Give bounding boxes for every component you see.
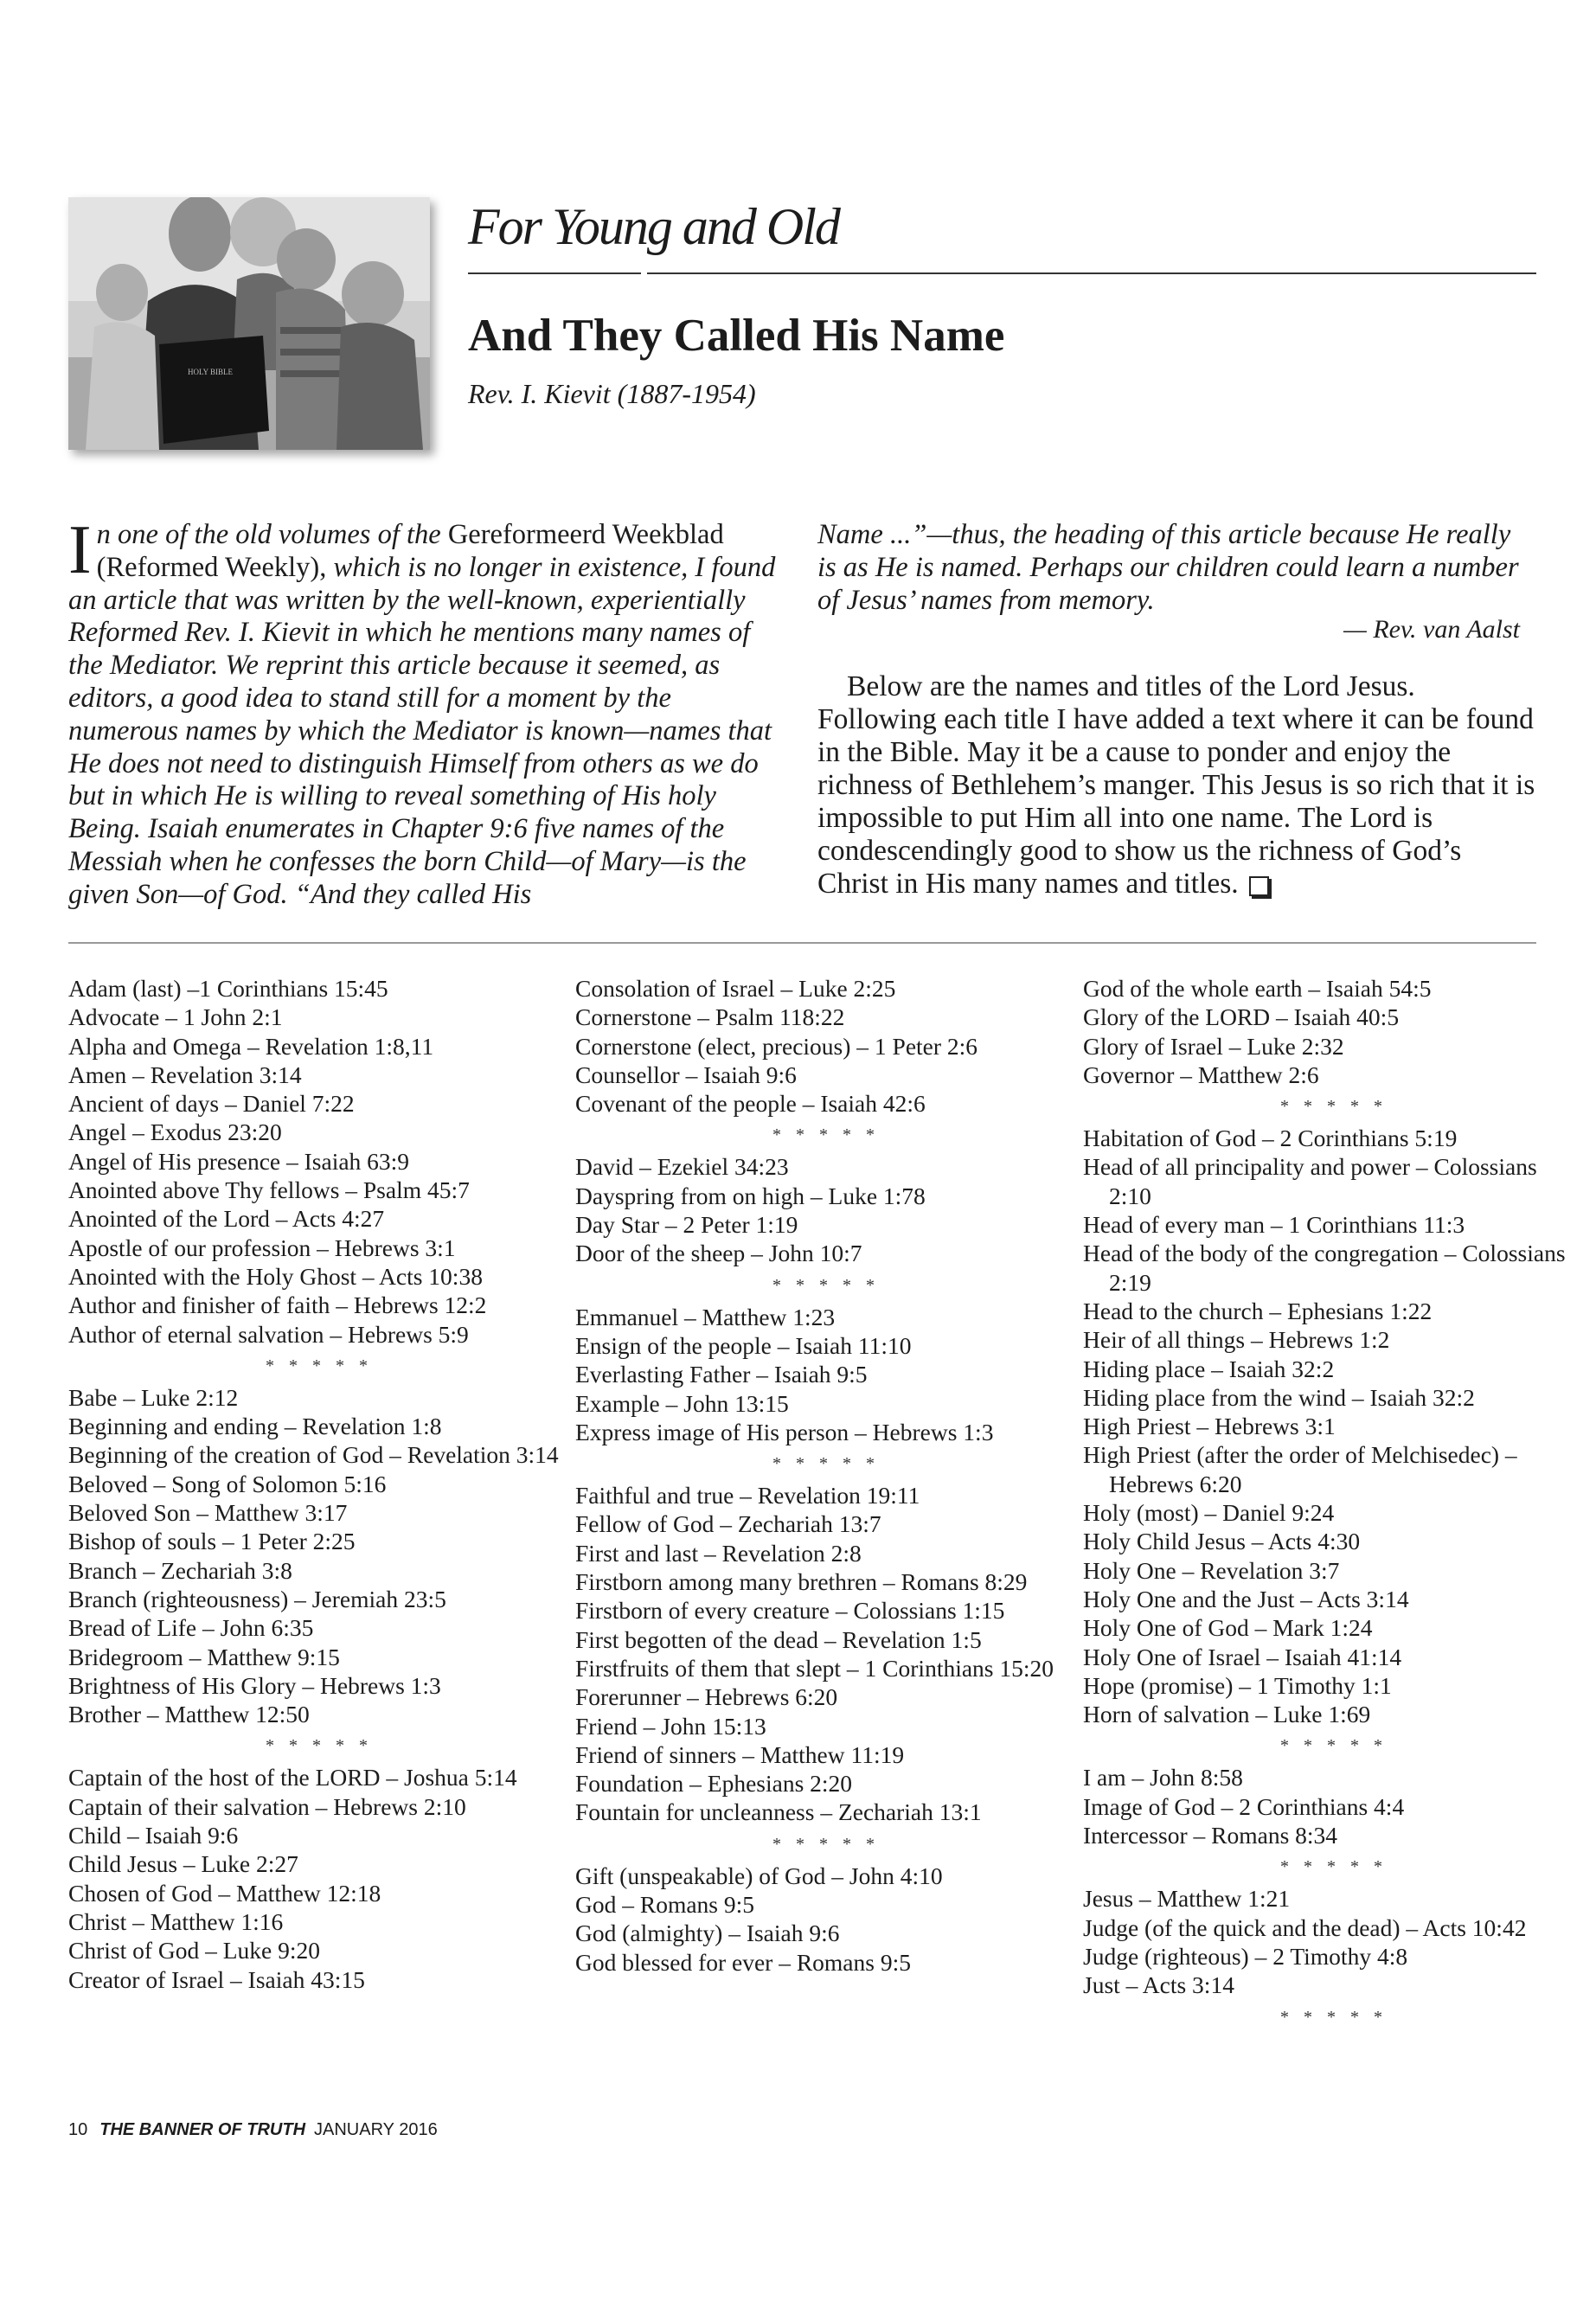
name-entry: Anointed of the Lord – Acts 4:27 [68, 1205, 385, 1233]
intro-paragraph-right: Name ...”—thus, the heading of this article because He really is as He is named. Perhaps our children could learn a number of Jesus’ names from memory. — Rev. van Aalst [817, 519, 1535, 646]
section-separator: * * * * * [772, 1454, 880, 1474]
name-entry: Example – John 13:15 [575, 1389, 789, 1417]
name-entry: Holy One of Israel – Isaiah 41:14 [1083, 1643, 1402, 1670]
name-entry: Captain of their salvation – Hebrews 2:10 [68, 1792, 466, 1820]
name-entry: Angel of His presence – Isaiah 63:9 [68, 1147, 410, 1175]
name-entry: Friend – John 15:13 [575, 1712, 766, 1740]
page-footer [68, 2120, 438, 2140]
name-entry: Express image of His person – Hebrews 1:3 [575, 1418, 994, 1445]
name-entry: Babe – Luke 2:12 [68, 1383, 239, 1411]
name-entry: Forerunner – Hebrews 6:20 [575, 1683, 838, 1711]
name-entry: High Priest (after the order of Melchisedec) – Hebrews 6:20 [1083, 1441, 1517, 1497]
name-entry: Branch – Zechariah 3:8 [68, 1556, 292, 1584]
end-mark-icon [1249, 876, 1269, 896]
name-entry: Ancient of days – Daniel 7:22 [68, 1090, 355, 1118]
name-entry: Bishop of souls – 1 Peter 2:25 [68, 1528, 356, 1555]
name-entry: Covenant of the people – Isaiah 42:6 [575, 1090, 926, 1118]
name-entry: Christ of God – Luke 9:20 [68, 1937, 321, 1965]
publication-name: THE BANNER OF TRUTH [99, 2120, 306, 2139]
name-entry: Beloved Son – Matthew 3:17 [68, 1499, 348, 1527]
name-entry: Holy One of God – Mark 1:24 [1083, 1614, 1373, 1642]
name-entry: Counsellor – Isaiah 9:6 [575, 1061, 797, 1088]
name-entry: God – Romans 9:5 [575, 1891, 755, 1919]
name-entry: Gift (unspeakable) of God – John 4:10 [575, 1862, 943, 1889]
name-entry: Anointed with the Holy Ghost – Acts 10:38 [68, 1262, 483, 1290]
name-entry: Ensign of the people – Isaiah 11:10 [575, 1331, 912, 1359]
name-entry: Glory of the LORD – Isaiah 40:5 [1083, 1003, 1400, 1031]
name-entry: Alpha and Omega – Revelation 1:8,11 [68, 1032, 434, 1060]
names-column-1 [68, 974, 570, 1994]
section-title-underline [468, 272, 641, 274]
section-separator: * * * * * [266, 1736, 373, 1756]
holy-bible-cover-text [188, 368, 234, 376]
name-entry: Advocate – 1 John 2:1 [68, 1003, 283, 1031]
section-separator: * * * * * [1280, 1857, 1388, 1877]
name-entry: Judge (of the quick and the dead) – Acts 10:42 [1083, 1913, 1527, 1941]
name-entry: Holy One – Revelation 3:7 [1083, 1556, 1340, 1584]
name-entry: Head of every man – 1 Corinthians 11:3 [1083, 1211, 1465, 1239]
name-entry: Door of the sheep – John 10:7 [575, 1240, 862, 1267]
name-entry: God of the whole earth – Isaiah 54:5 [1083, 975, 1432, 1002]
name-entry: Bread of Life – John 6:35 [68, 1614, 314, 1642]
name-entry: Child Jesus – Luke 2:27 [68, 1850, 298, 1878]
name-entry: Friend of sinners – Matthew 11:19 [575, 1740, 905, 1768]
name-entry: First and last – Revelation 2:8 [575, 1539, 862, 1567]
name-entry: Holy Child Jesus – Acts 4:30 [1083, 1528, 1361, 1555]
name-entry: David – Ezekiel 34:23 [575, 1153, 789, 1181]
name-entry: Governor – Matthew 2:6 [1083, 1061, 1319, 1088]
name-entry: I am – John 8:58 [1083, 1764, 1243, 1791]
name-entry: Cornerstone – Psalm 118:22 [575, 1003, 845, 1031]
section-separator: * * * * * [772, 1834, 880, 1854]
section-separator: * * * * * [772, 1275, 880, 1295]
intro-paragraph-left: In one of the old volumes of the Gereformeerd Weekblad (Reformed Weekly), which is no longer in existence, I found an article that was written by the well-known, experientially Reformed Rev. I. Kievit in which he mentions many names of the Mediator. We reprint this article because it seemed, as editors, a good idea to stand still for a moment by the numerous names by which the Mediator is known—names that He does not need to distinguish Himself from others as we do but in which He is willing to reveal something of His holy Being. Isaiah enumerates in Chapter 9:6 five names of the Messiah when he confesses the born Child—of Mary—is the given Son—of God. “And they called His [68, 512, 776, 910]
name-entry: Horn of salvation – Luke 1:69 [1083, 1701, 1371, 1728]
name-entry: Anointed above Thy fellows – Psalm 45:7 [68, 1176, 470, 1204]
name-entry: Firstborn among many brethren – Romans 8:29 [575, 1568, 1028, 1596]
name-entry: Judge (righteous) – 2 Timothy 4:8 [1083, 1942, 1408, 1970]
divider [68, 942, 1536, 944]
name-entry: Hope (promise) – 1 Timothy 1:1 [1083, 1671, 1392, 1699]
section-separator: * * * * * [266, 1356, 373, 1375]
name-entry: Branch (righteousness) – Jeremiah 23:5 [68, 1585, 446, 1612]
section-title: For Young and Old [468, 198, 839, 255]
name-entry: Foundation – Ephesians 2:20 [575, 1770, 853, 1798]
name-entry: Glory of Israel – Luke 2:32 [1083, 1032, 1344, 1060]
name-entry: Just – Acts 3:14 [1083, 1971, 1234, 1999]
name-entry: Author of eternal salvation – Hebrews 5:9 [68, 1320, 469, 1348]
name-entry: Author and finisher of faith – Hebrews 12:2 [68, 1292, 487, 1319]
name-entry: Brother – Matthew 12:50 [68, 1701, 310, 1728]
name-entry: Captain of the host of the LORD – Joshua 5:14 [68, 1764, 517, 1791]
section-separator: * * * * * [1280, 2007, 1388, 2027]
name-entry: Fountain for uncleanness – Zechariah 13:1 [575, 1798, 982, 1826]
name-entry: Head to the church – Ephesians 1:22 [1083, 1297, 1433, 1324]
name-entry: Firstborn of every creature – Colossians 1:15 [575, 1597, 1005, 1625]
issue-date: JANUARY 2016 [314, 2120, 438, 2139]
name-entry: Heir of all things – Hebrews 1:2 [1083, 1326, 1390, 1354]
name-entry: Consolation of Israel – Luke 2:25 [575, 975, 896, 1002]
name-entry: First begotten of the dead – Revelation 1:5 [575, 1625, 982, 1653]
name-entry: Everlasting Father – Isaiah 9:5 [575, 1361, 868, 1388]
name-entry: Head of the body of the congregation – Colossians 2:19 [1083, 1240, 1566, 1296]
name-entry: Holy (most) – Daniel 9:24 [1083, 1499, 1335, 1527]
name-entry: Faithful and true – Revelation 19:11 [575, 1482, 920, 1509]
names-column-2 [575, 974, 1077, 1977]
section-separator: * * * * * [1280, 1736, 1388, 1756]
name-entry: God blessed for ever – Romans 9:5 [575, 1948, 911, 1976]
name-entry: Hiding place from the wind – Isaiah 32:2 [1083, 1383, 1475, 1411]
name-entry: Day Star – 2 Peter 1:19 [575, 1211, 798, 1239]
name-entry: High Priest – Hebrews 3:1 [1083, 1413, 1336, 1440]
article-title: And They Called His Name [468, 311, 1005, 361]
name-entry: Amen – Revelation 3:14 [68, 1061, 302, 1088]
svg-text:HOLY BIBLE: HOLY BIBLE [188, 368, 234, 376]
name-entry: Image of God – 2 Corinthians 4:4 [1083, 1792, 1405, 1820]
name-entry: Bridegroom – Matthew 9:15 [68, 1643, 340, 1670]
name-entry: Brightness of His Glory – Hebrews 1:3 [68, 1671, 441, 1699]
name-entry: Angel – Exodus 23:20 [68, 1118, 282, 1146]
name-entry: Beginning of the creation of God – Revelation 3:14 [68, 1441, 559, 1469]
name-entry: Beginning and ending – Revelation 1:8 [68, 1413, 442, 1440]
name-entry: Firstfruits of them that slept – 1 Corinthians 15:20 [575, 1654, 1054, 1682]
name-entry: Jesus – Matthew 1:21 [1083, 1885, 1291, 1913]
section-separator: * * * * * [1280, 1097, 1388, 1117]
name-entry: Head of all principality and power – Colossians 2:10 [1083, 1153, 1537, 1209]
family-reading-bible-photo [68, 197, 430, 450]
name-entry: Dayspring from on high – Luke 1:78 [575, 1182, 926, 1209]
name-entry: Fellow of God – Zechariah 13:7 [575, 1510, 881, 1538]
name-entry: Child – Isaiah 9:6 [68, 1822, 239, 1849]
byline: Rev. I. Kievit (1887-1954) [468, 378, 756, 409]
name-entry: Hiding place – Isaiah 32:2 [1083, 1355, 1335, 1382]
name-entry: Apostle of our profession – Hebrews 3:1 [68, 1234, 456, 1261]
name-entry: Emmanuel – Matthew 1:23 [575, 1303, 836, 1330]
name-entry: Beloved – Song of Solomon 5:16 [68, 1470, 387, 1497]
intro-body-paragraph: Below are the names and titles of the Lord Jesus. Following each title I have added a text where it can be found in the Bible. May it be a cause to ponder and enjoy the richness of Bethlehem’s manger. This Jesus is so rich that it is impossible to put Him all into one name. The Lord is condescendingly good to show us the richness of God’s Christ in His many names and titles. [817, 670, 1535, 900]
name-entry: Cornerstone (elect, precious) – 1 Peter 2:6 [575, 1032, 978, 1060]
drop-cap: I [68, 512, 92, 588]
name-entry: Creator of Israel – Isaiah 43:15 [68, 1965, 365, 1993]
section-separator: * * * * * [772, 1125, 880, 1145]
name-entry: God (almighty) – Isaiah 9:6 [575, 1920, 840, 1947]
signature: — Rev. van Aalst [1343, 615, 1520, 644]
name-entry: Adam (last) –1 Corinthians 15:45 [68, 975, 388, 1002]
name-entry: Holy One and the Just – Acts 3:14 [1083, 1585, 1409, 1612]
name-entry: Habitation of God – 2 Corinthians 5:19 [1083, 1125, 1458, 1152]
name-entry: Intercessor – Romans 8:34 [1083, 1822, 1338, 1849]
page-number: 10 [68, 2120, 88, 2139]
name-entry: Chosen of God – Matthew 12:18 [68, 1879, 381, 1907]
section-title-rule [647, 272, 1536, 274]
name-entry: Christ – Matthew 1:16 [68, 1907, 284, 1935]
names-column-3 [1083, 974, 1585, 2035]
